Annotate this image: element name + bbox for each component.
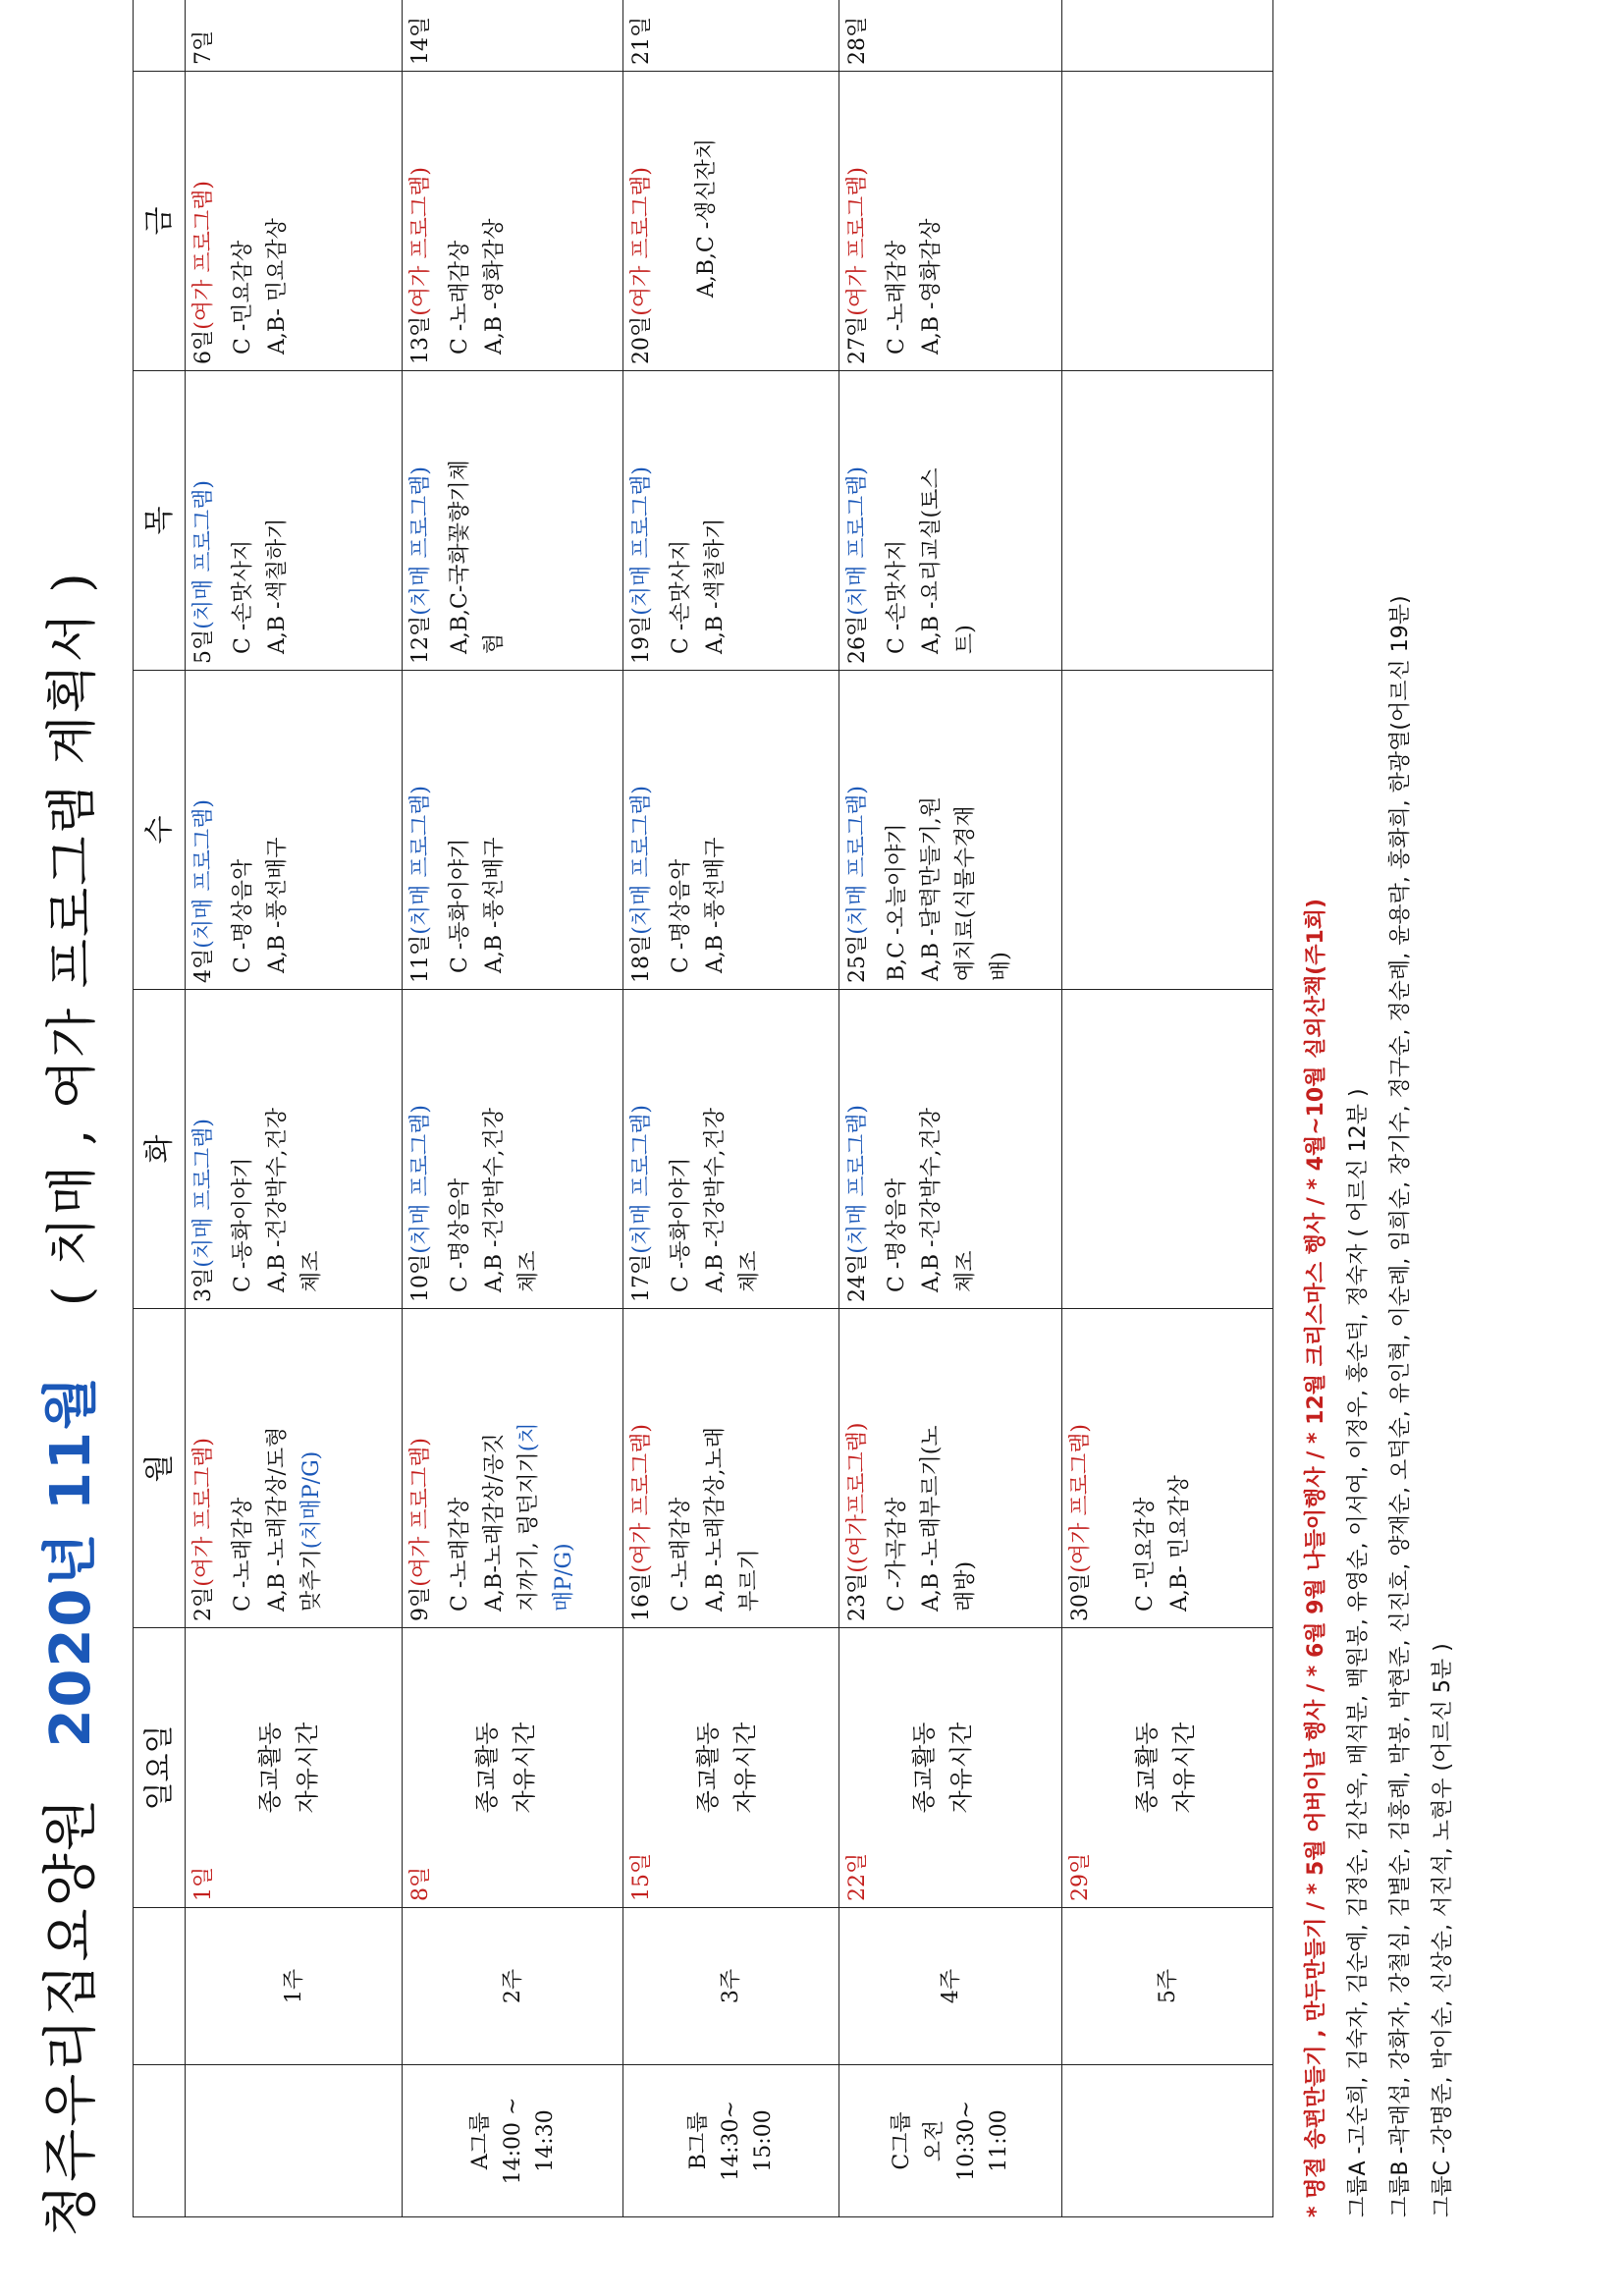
cell-body [222,0,309,71]
schedule-table [133,0,1273,2217]
date-label [623,1309,660,1627]
activity-line: C -노래감상 [231,1497,255,1612]
cell-mon [186,1309,403,1628]
cell-fri-empty [1062,72,1273,371]
cell-mon [403,1309,623,1628]
activity-line: 체조 [953,1250,979,1292]
activity-line: A,B -건강박수,건강 [482,1108,508,1292]
header-blank-1 [134,2065,186,2217]
events-note: * 명절 송편만들기 , 만두만들기 / * 5월 어버이날 행사 / * 6월 9월 나들이행사 / * 12월 크리스마스 행사 / * 4월~10월 실외산책(주1회) [1304,898,1328,2217]
cell-body [439,0,526,71]
activity-line: A,B -노래부르기(노 [919,1425,945,1612]
program-tag: (여가 프로그램) [629,167,654,316]
activity-line: A,B -풍선배구 [703,837,729,973]
cell-body [660,1628,765,1907]
cell-mon [1062,1309,1273,1628]
activity-line: C -노래감상 [448,1497,472,1612]
activity-line: 체조 [516,1250,542,1292]
activity-line: A,B -색칠하기 [703,518,729,654]
date-label [839,371,876,670]
cell-tue [839,990,1062,1309]
date-number: 27일 [845,315,870,364]
cell-wed [403,671,623,990]
activity-line: A,B -건강박수,건강 [919,1108,945,1292]
week-label: 3주 [623,1908,839,2065]
activity-line: A,B -달력만들기,원 [919,796,945,981]
date-label: 28일 [845,16,870,65]
date-number: 23일 [845,1572,870,1621]
cell-body [439,371,515,670]
activity-line: 배) [988,952,1013,981]
activity-line: 체조 [299,1250,325,1292]
date-label: 7일 [191,29,216,65]
activity-line: A,B -영화감상 [919,218,945,355]
group-c-members: 그룹C -강명준, 박이순, 신상순, 서진석, 노현우 (어르신 5분 ) [1430,1643,1455,2217]
cell-fri [186,72,403,371]
cell-body [876,671,1022,989]
cell-body [439,990,551,1308]
date-label [839,1309,876,1627]
header-sun: 일요일 [134,1628,186,1908]
date-number: 13일 [408,315,433,364]
cell-sat-empty [1062,0,1273,72]
date-number: 10일 [408,1253,433,1302]
program-tag: (치매 프로그램) [629,1105,654,1254]
activity-line: C -민요감상 [1133,1497,1158,1612]
activity-line: C -동화이야기 [231,1157,255,1292]
cell-body [1099,1309,1201,1627]
cell-tue-empty [1062,990,1273,1309]
activity-line: C -손맛사지 [885,539,909,654]
activity-line: C -노래감상 [669,1497,693,1612]
program-tag: (치매 프로그램) [629,786,654,935]
program-tag: (치매 프로그램) [845,786,870,935]
date-number: 3일 [191,1267,216,1302]
date-label: 1일 [191,1866,216,1901]
activity-line: B,C -오늘이야기 [885,823,909,981]
program-tag: (여가 프로그램) [629,1424,654,1573]
date-label [186,1309,222,1627]
group-time: 10:30~ [954,2101,979,2181]
group-time: 14:00 ~ [500,2097,525,2185]
cell-wed-empty [1062,671,1273,990]
date-number: 19일 [629,615,654,664]
group-time: 11:00 [987,2109,1011,2172]
week-row-4 [839,0,1062,2217]
cell-fri [839,72,1062,371]
activity-line: A,B -색칠하기 [265,518,291,654]
cell-thu [839,371,1062,671]
date-number: 9일 [408,1586,433,1621]
date-label [403,371,439,670]
date-label: 21일 [629,16,654,65]
program-tag: (치매 프로그램) [191,799,216,949]
cell-body [660,371,736,670]
cell-body [439,1628,544,1907]
notes [1296,57,1465,2217]
header-blank-2 [134,1908,186,2065]
group-cell-empty [186,2065,403,2217]
cell-body [660,72,728,370]
header-mon: 월 [134,1309,186,1628]
cell-thu-empty [1062,371,1273,671]
cell-wed [839,671,1062,990]
org-name: 청주우리집요양원 [39,1796,103,2237]
activity-line: 맞추기 [299,1549,325,1612]
week-label: 4주 [839,1908,1062,2065]
program-tag: (여가 프로그램) [191,181,216,330]
title-subtitle: ( 치매 , 여가 프로그램 계획서 ) [43,571,102,1307]
program-tag: (치매 프로그램) [408,786,433,935]
header-tue: 화 [134,990,186,1309]
date-label [403,671,439,989]
group-cell-empty [1062,2065,1273,2217]
activity-line: A,B -노래감상/도형 [265,1426,291,1612]
date-label [623,990,660,1308]
program-tag: (치매 프로그램) [408,1105,433,1254]
date-number: 30일 [1068,1572,1093,1621]
program-tag: (여가 프로그램) [191,1438,216,1587]
date-label [186,72,222,370]
date-label: 22일 [845,1852,870,1901]
date-number: 5일 [191,629,216,664]
date-number: 11일 [408,934,433,983]
date-number: 26일 [845,615,870,664]
week-label: 2주 [403,1908,623,2065]
activity-line: 지까기, 링던지기 [516,1451,542,1612]
program-tag: (여가 프로그램) [1068,1424,1093,1573]
cell-body [876,371,988,670]
activity-line: 자유시간 [294,1722,322,1814]
program-tag: (여가 프로그램) [408,167,433,316]
activity-line: 종교활동 [1133,1722,1161,1814]
cell-body [439,1309,585,1627]
cell-tue [186,990,403,1309]
activity-line: 자유시간 [511,1722,539,1814]
activity-line: A,B-노래감상/공깃 [482,1433,508,1612]
date-number: 17일 [629,1253,654,1302]
week-label: 1주 [186,1908,403,2065]
activity-line: C -가곡감상 [885,1497,909,1612]
activity-line: A,B -건강박수,건강 [265,1108,291,1292]
date-label [186,990,222,1308]
cell-tue [623,990,839,1309]
header-fri: 금 [134,72,186,371]
group-time: 14:30~ [719,2101,743,2181]
cell-fri [623,72,839,371]
group-a-members: 그룹A -고순희, 김숙자, 김순예, 김정순, 김산옥, 배석분, 백원봉, 유영순, 이서여, 이정우, 홍순덕, 정숙자 ( 어르신 12분 ) [1345,1088,1371,2217]
date-label: 14일 [408,16,433,65]
group-time: 14:30 [532,2109,558,2172]
date-label [839,671,876,989]
activity-line: 트) [953,625,979,654]
date-number: 24일 [845,1253,870,1302]
date-number: 20일 [629,315,654,364]
activity-line: C -노래감상 [448,240,472,355]
header-sat [134,0,186,72]
cell-body [222,72,298,370]
group-b-cell [623,2065,839,2217]
cell-body [660,671,736,989]
activity-line: 예치료(식물수경재 [953,805,979,981]
activity-line: A,B- 민요감상 [1167,1475,1193,1612]
activity-line: A,B -건강박수,건강 [703,1108,729,1292]
date-label [186,371,222,670]
activity-line: C -동화이야기 [669,1157,693,1292]
program-tag: (치매 프로그램) [191,1119,216,1268]
activity-line: 험 [482,632,508,654]
activity-line: 자유시간 [947,1722,976,1814]
activity-line: 종교활동 [473,1722,501,1814]
date-label [186,671,222,989]
cell-sat [186,0,403,72]
activity-line: C -명상음악 [885,1177,909,1292]
cell-wed [186,671,403,990]
date-label [623,671,660,989]
year-month: 2020년 11월 [39,1374,103,1748]
program-tag: 매P/G) [551,1543,576,1612]
date-label: 29일 [1068,1852,1093,1901]
date-label: 8일 [408,1866,433,1901]
date-number: 16일 [629,1572,654,1621]
cell-thu [186,371,403,671]
activity-line: A,B -요리교실(토스 [919,467,945,654]
date-number: 12일 [408,615,433,664]
activity-line: C -동화이야기 [448,838,472,973]
activity-line: A,B -영화감상 [482,218,508,355]
activity-line: 종교활동 [256,1722,284,1814]
cell-sat [623,0,839,72]
date-label [623,72,660,370]
cell-body [876,72,952,370]
program-tag: (치매 프로그램) [629,466,654,616]
cell-sun [839,1628,1062,1908]
date-label [403,1309,439,1627]
program-tag: (치매P/G) [299,1450,325,1550]
date-label [839,990,876,1308]
program-tag: (치매 프로그램) [845,1105,870,1254]
cell-body [660,990,772,1308]
activity-line: C -명상음악 [448,1177,472,1292]
date-label: 15일 [629,1852,654,1901]
cell-sun [403,1628,623,1908]
cell-body [876,0,963,71]
week-row-5 [1062,0,1273,2217]
activity-line: 부르기 [737,1549,763,1612]
activity-line: 체조 [737,1250,763,1292]
program-tag: (치매 프로그램) [845,466,870,616]
cell-tue [403,990,623,1309]
group-c-cell [839,2065,1062,2217]
activity-line: C -민요감상 [231,240,255,355]
date-label [403,72,439,370]
cell-body [222,990,334,1308]
group-name: C그룹 [890,2111,914,2170]
cell-body [439,671,515,989]
header-row [134,0,186,2217]
program-tag: (여가 프로그램) [408,1438,433,1587]
activity-line: 래방) [953,1560,979,1612]
week-row-1 [186,0,403,2217]
date-number: 4일 [191,948,216,983]
date-number: 2일 [191,1586,216,1621]
activity-line: A,B- 민요감상 [265,218,291,355]
activity-line: A,B -노래감상,노래 [703,1427,729,1612]
group-a-cell [403,2065,623,2217]
activity-line: C -명상음악 [231,858,255,973]
cell-sun [186,1628,403,1908]
week-row-3 [623,0,839,2217]
activity-line: 자유시간 [731,1722,760,1814]
group-time: 오전 [922,2119,947,2162]
activity-line: A,B,C -생신잔치 [694,137,719,299]
date-number: 6일 [191,329,216,364]
activity-line: C -손맛사지 [231,539,255,654]
date-number: 18일 [629,934,654,983]
program-tag: (여가 프로그램) [845,167,870,316]
cell-body [876,1628,981,1907]
program-tag: (치매 프로그램) [408,466,433,616]
cell-body [222,1309,334,1627]
cell-body [1099,1628,1204,1907]
cell-body [876,1309,988,1627]
header-thu: 목 [134,371,186,671]
cell-body [439,72,515,370]
date-label [839,72,876,370]
activity-line: 자유시간 [1170,1722,1199,1814]
cell-mon [623,1309,839,1628]
cell-body [222,371,298,670]
cell-sun [1062,1628,1273,1908]
cell-thu [623,371,839,671]
cell-body [222,671,298,989]
cell-sun [623,1628,839,1908]
page-title [27,571,106,2237]
cell-sat [403,0,623,72]
activity-line: A,B -풍선배구 [265,837,291,973]
program-tag: (치 [516,1422,542,1452]
activity-line: 종교활동 [910,1722,938,1814]
group-name: B그룹 [686,2111,711,2170]
date-number: 25일 [845,934,870,983]
header-wed: 수 [134,671,186,990]
week-row-2 [403,0,623,2217]
cell-body [660,1309,772,1627]
cell-body [660,0,747,71]
activity-line: A,B,C-국화꽃향기체 [448,460,472,654]
group-name: A그룹 [467,2111,493,2170]
program-tag: (치매 프로그램) [191,480,216,629]
date-label [403,990,439,1308]
cell-fri [403,72,623,371]
week-label: 5주 [1062,1908,1273,2065]
cell-body [876,990,988,1308]
group-b-members: 그룹B -곽래섭, 강화자, 강철심, 김별순, 김홍례, 박봉, 박현준, 신진호, 양재순, 오덕순, 유인혁, 이순례, 임희순, 장기수, 정구순, 정순례, 윤용락, 홍화희, 한광열(어르신 19분) [1387,595,1413,2217]
cell-wed [623,671,839,990]
activity-line: 종교활동 [694,1722,722,1814]
cell-sat [839,0,1062,72]
activity-line: C -손맛사지 [669,539,693,654]
date-label [623,371,660,670]
date-label [1062,1309,1099,1627]
cell-mon [839,1309,1062,1628]
activity-line: C -노래감상 [885,240,909,355]
group-time: 15:00 [751,2109,776,2172]
cell-thu [403,371,623,671]
cell-body [222,1628,327,1907]
activity-line: C -명상음악 [669,858,693,973]
program-tag: ((여가프로그램) [845,1422,870,1573]
activity-line: A,B -풍선배구 [482,837,508,973]
